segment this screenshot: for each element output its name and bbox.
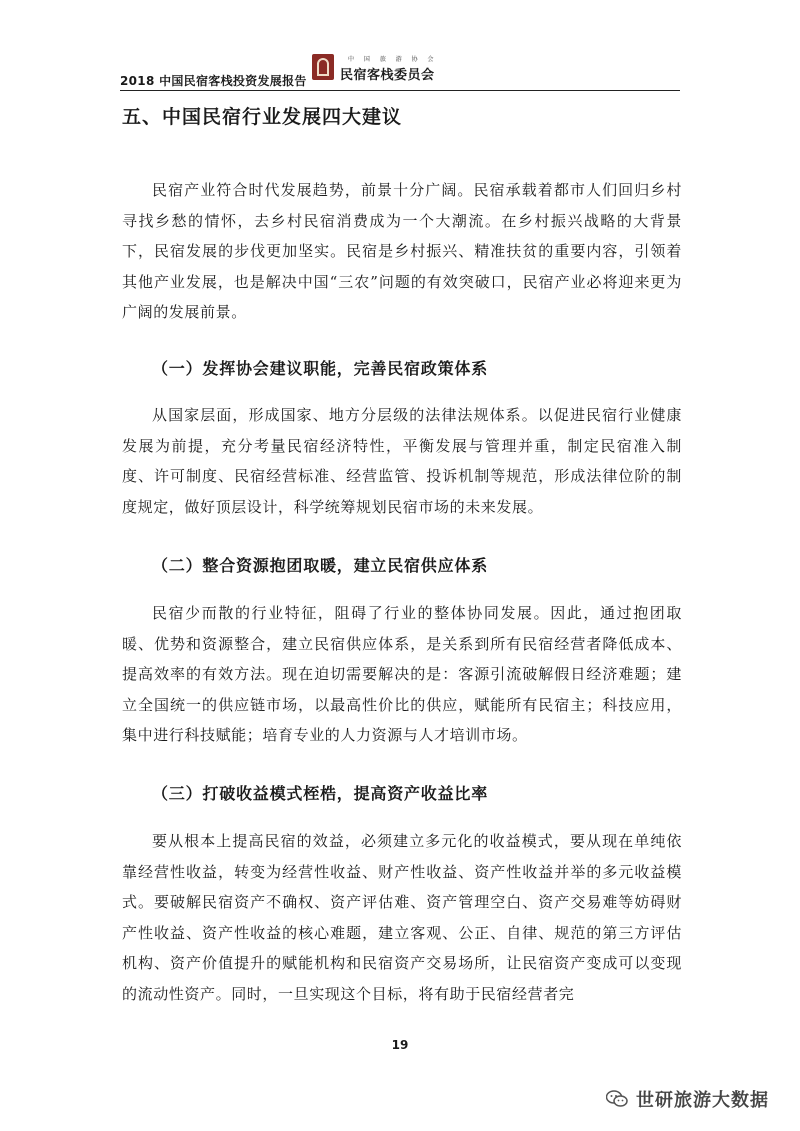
header-divider bbox=[120, 90, 680, 91]
committee-name: 民宿客栈委员会 bbox=[340, 68, 435, 83]
page-header bbox=[120, 44, 680, 92]
subsection-heading-3: （三）打破收益模式桎梏，提高资产收益比率 bbox=[152, 784, 489, 803]
association-logo-icon bbox=[312, 54, 334, 80]
watermark bbox=[606, 1084, 769, 1114]
association-name: 中 国 旅 游 协 会 bbox=[348, 56, 438, 63]
wechat-icon bbox=[606, 1090, 628, 1108]
page-number: 19 bbox=[391, 1038, 409, 1052]
section-title: 五、中国民宿行业发展四大建议 bbox=[122, 106, 403, 128]
report-title: 2018 中国民宿客栈投资发展报告 bbox=[120, 74, 307, 88]
subsection-body-2: 民宿少而散的行业特征，阻碍了行业的整体协同发展。因此，通过抱团取暖、优势和资源整合，建立民宿供应体系，是关系到所有民宿经营者降低成本、提高效率的有效方法。现在迫切需要解决的是：客源引流破解假日经济难题；建立全国统一的供应链市场，以最高性价比的供应，赋能所有民宿主；科技应用，集中进行科技赋能；培育专业的人力资源与人才培训市场。 bbox=[122, 604, 682, 745]
intro-paragraph: 民宿产业符合时代发展趋势，前景十分广阔。民宿承载着都市人们回归乡村寻找乡愁的情怀，去乡村民宿消费成为一个大潮流。在乡村振兴战略的大背景下，民宿发展的步伐更加坚实。民宿是乡村振兴、精准扶贫的重要内容，引领着其他产业发展，也是解决中国“三农”问题的有效突破口，民宿产业必将迎来更为广阔的发展前景。 bbox=[122, 181, 682, 322]
subsection-heading-1: （一）发挥协会建议职能，完善民宿政策体系 bbox=[152, 359, 489, 378]
subsection-body-3: 要从根本上提高民宿的效益，必须建立多元化的收益模式，要从现在单纯依靠经营性收益，转变为经营性收益、财产性收益、资产性收益并举的多元收益模式。要破解民宿资产不确权、资产评估难、资产管理空白、资产交易难等妨碍财产性收益、资产性收益的核心难题，建立客观、公正、自律、规范的第三方评估机构、资产价值提升的赋能机构和民宿资产交易场所，让民宿资产变成可以变现的流动性资产。同时，一旦实现这个目标，将有助于民宿经营者完 bbox=[122, 832, 682, 1003]
subsection-body-1: 从国家层面，形成国家、地方分层级的法律法规体系。以促进民宿行业健康发展为前提，充分考量民宿经济特性，平衡发展与管理并重，制定民宿准入制度、许可制度、民宿经营标准、经营监管、投诉机制等规范，形成法律位阶的制度规定，做好顶层设计，科学统筹规划民宿市场的未来发展。 bbox=[122, 406, 682, 516]
subsection-heading-2: （二）整合资源抱团取暖，建立民宿供应体系 bbox=[152, 556, 489, 575]
watermark-text: 世研旅游大数据 bbox=[636, 1090, 769, 1111]
